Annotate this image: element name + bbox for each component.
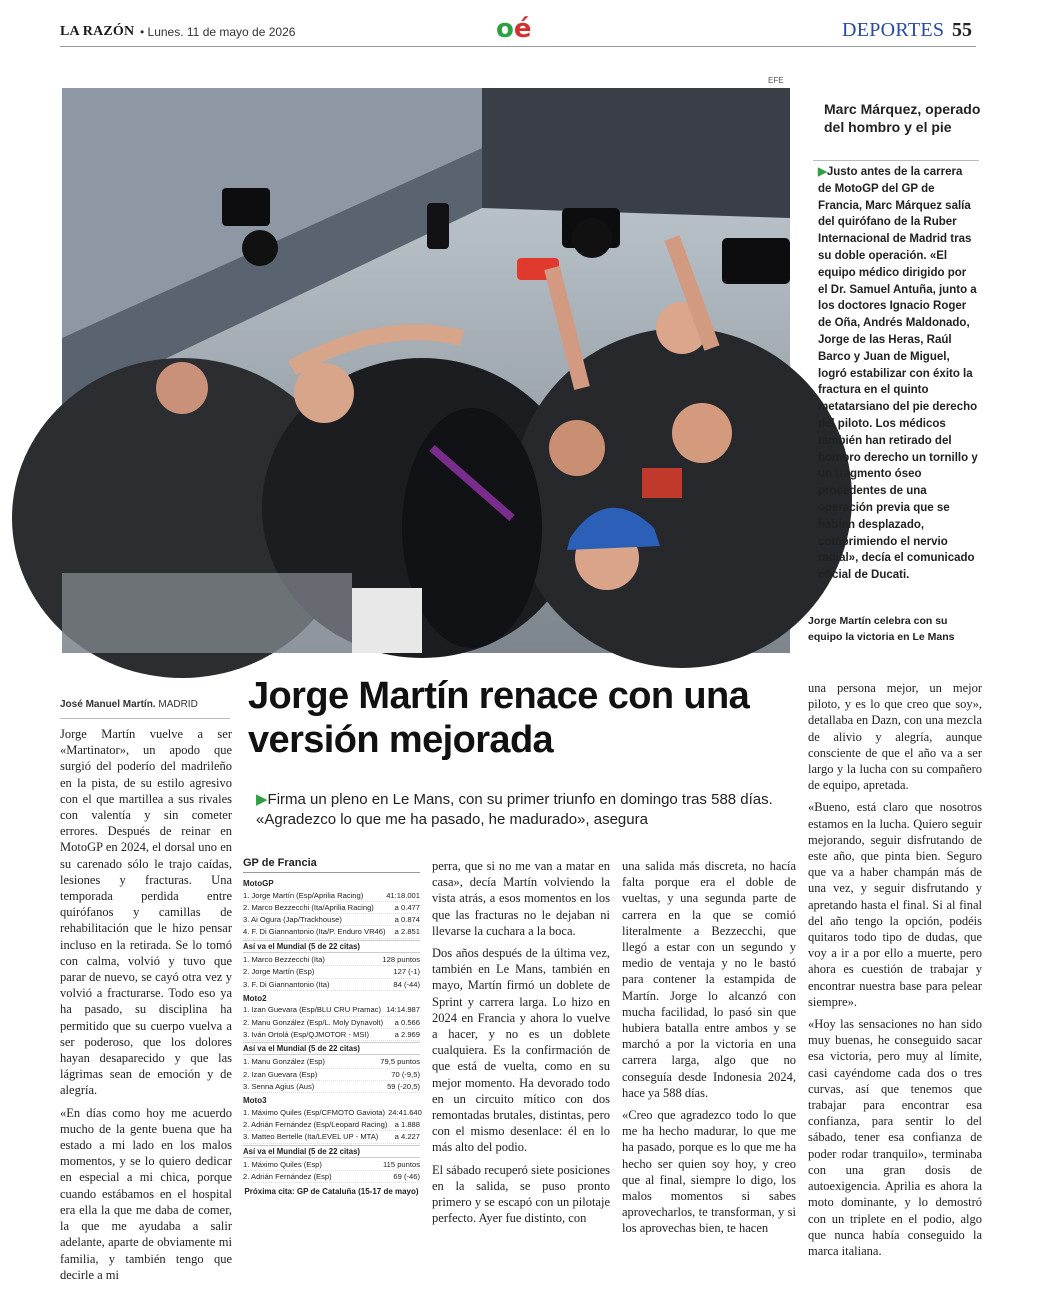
photo-caption: Jorge Martín celebra con su equipo la victoria en Le Mans [808,615,955,643]
headline: Jorge Martín renace con una versión mejorada [248,675,750,761]
sidebar-text: Justo antes de la carrera de MotoGP del GP de Francia, Marc Márquez salía del quirófano de la Ruber Internacional de Madrid tras su doble operación. «El equipo médico dirigido por el Dr. Samuel Antuña, junto a los doctores Ignacio Roger de Oña, Andrés Maldonado, Jorge de las Heras, Raúl Barco y Juan de Miguel, logró estabilizar con éxito la fractura en el quinto metatarsiano del pie derecho del piloto. Los médicos también han retirado del hombro derecho un tornillo y un fragmento óseo procedentes de una operación previa que se habían desplazado, comprimiendo el nervio radial», decía el comunicado oficial de Ducati. [818,166,978,582]
category-label: MotoGP [243,879,274,889]
issue-date: • Lunes. 11 de mayo de 2026 [140,25,296,39]
byline [60,699,198,710]
article-column-3 [432,858,610,1232]
table-row: 1. Manu González (Esp) 79,5 puntos [243,1056,420,1068]
table-row: 3. Ai Ogura (Jap/Trackhouse) a 0.874 [243,914,420,926]
paragraph: «Bueno, está claro que nosotros estamos en la lucha. Quiero seguir mejorando, seguir disfrutando de este año, que pinta bien. Seguro que va a haber champán más de una vez, y seguir disfrutando y apretando hasta el final. Si al final del año tengo la opción, podéis quitaros todo tipo de dudas, que voy a ir a por ello a muerte, pero ahora es cuestión de trabajar y encontrar nuestra base para pelear siempre». [808,800,982,1009]
subheadline-text: Firma un pleno en Le Mans, con su primer triunfo en domingo tras 588 días. «Agradezco lo que me ha pasado, he madurado», asegura [256,791,773,828]
paragraph: una salida más discreta, no hacía falta porque era el doble de vueltas, y una segunda parte de carrera en la que se comió literalmente a Bezzecchi, que llegó a estar con un segundo y medio de ventaja y no le bastó para contener la estampida de Martín. Jorge lo alcanzó con mucha facilidad, lo pasó sin que hubiera batalla entre ambos y se marchó a por la victoria en una carrera larga, algo que no conseguía desde Indonesia 2024, hace ya 588 días. [622,859,796,1100]
table-row: 4. F. Di Giannantonio (Ita/P. Enduro VR46) a 2.851 [243,926,420,938]
sidebar-title: Marc Márquez, operado del hombro y el pie [824,101,981,135]
table-row: 1. Máximo Quiles (Esp/CFMOTO Gaviota) 24:41.640 [243,1107,420,1119]
article-column-5 [808,680,982,1265]
table-row: 3. Iván Ortolá (Esp/QJMOTOR - MSI) a 2.969 [243,1029,420,1041]
standings-label: Así va el Mundial (5 de 22 citas) [243,940,420,953]
subheadline [256,790,796,830]
paragraph: perra, que si no me van a matar en casa», decía Martín volviendo la vista atrás, a esos momentos en los que las fracturas no le dejaban ni llevarse la cuchara a la boca. [432,859,610,938]
logo-accent: é [513,14,532,44]
table-row: 2. Jorge Martín (Esp) 127 (-1) [243,966,420,978]
section-logo [496,14,532,44]
next-race: Próxima cita: GP de Cataluña (15-17 de mayo) [244,1187,419,1197]
table-row: 1. Jorge Martín (Esp/Aprilia Racing) 41:18.001 [243,890,420,902]
table-row: 2. Marco Bezzecchi (Ita/Aprilia Racing) a 0.477 [243,902,420,914]
results-box [243,858,420,1198]
table-row: 3. F. Di Giannantonio (Ita) 84 (-44) [243,979,420,991]
table-row: 1. Marco Bezzecchi (Ita) 128 puntos [243,954,420,966]
paragraph: una persona mejor, un mejor piloto, y es lo que creo que soy», detallaba en Dazn, con una mezcla de alivio y alegría, aunque consciente de que el año va a ser largo y la lucha con su compañero de equipo, apretada. [808,681,982,793]
table-row: 1. Máximo Quiles (Esp) 115 puntos [243,1159,420,1171]
table-row: 2. Adrián Fernández (Esp) 69 (-46) [243,1171,420,1183]
photo-illustration [62,88,790,653]
category-label: Moto3 [243,1096,267,1106]
byline-divider [60,718,230,719]
author-name: José Manuel Martín. [60,699,156,710]
newspaper-brand: LA RAZÓN [60,24,135,39]
photo-credit: EFE [768,76,784,85]
paragraph: Dos años después de la última vez, también en Le Mans, también en mayo, Martín firmó un doblete de Sprint y carrera larga. Lo hizo en 2024 en Francia y ahora lo vuelve a hacer, y no es un doblete cualquiera. Es la confirmación de que está de vuelta, como en su mejor momento. Ha devorado todo en un circuito mítico con dos remontadas brutales, distintas, pero con el mismo desenlace: él en lo más alto del podio. [432,946,610,1155]
standings-label: Así va el Mundial (5 de 22 citas) [243,1042,420,1055]
article-column-4 [622,858,796,1243]
category-label: Moto2 [243,993,267,1003]
sidebar-divider [813,160,979,161]
table-row: 3. Matteo Bertelle (Ita/LEVEL UP - MTA) a 4.227 [243,1131,420,1143]
table-row: 2. Adrián Fernández (Esp/Leopard Racing) a 1.888 [243,1119,420,1131]
dateline-location: MADRID [158,699,198,710]
triangle-marker-icon: ▶ [818,166,827,178]
results-title: GP de Francia [243,858,420,873]
page-number: 55 [952,19,972,41]
main-photo [62,88,790,653]
table-row: 3. Senna Agius (Aus) 59 (-20,5) [243,1081,420,1093]
header-divider [60,46,976,47]
table-row: 1. Izan Guevara (Esp/BLU CRU Pramac) 14:14.987 [243,1004,420,1016]
logo-main: o [496,14,514,44]
paragraph: «Creo que agradezco todo lo que me ha hecho madurar, lo que me ha pasado, porque es lo que me ha hecho ser quien soy hoy, y creo que al final, siempre lo digo, los malos momentos si sabes aprovecharlos, te transforman, y si los aprovechas bien, te hacen [622,1108,796,1236]
table-row: 2. Izan Guevara (Esp) 70 (-9,5) [243,1069,420,1081]
triangle-marker-icon: ▶ [256,791,268,808]
paragraph: El sábado recuperó siete posiciones en la salida, se puso pronto primero y se escapó con un pilotaje perfecto. Ayer fue distinto, con [432,1162,610,1226]
section-name: DEPORTES [842,19,945,41]
standings-label: Así va el Mundial (5 de 22 citas) [243,1145,420,1158]
paragraph: «Hoy las sensaciones no han sido muy buenas, he conseguido sacar esa victoria, pero muy al límite, casi cayéndome cada dos o tres curvas, así que tenemos que trabajar para encontrar esa confianza, para sentir lo del sábado, tener esa confianza de poder rodar tranquilo», terminaba con una gran dosis de autoexigencia. Aprilia es ahora la moto dominante, y lo demostró con un triplete en el podio, algo que nunca había conseguido la marca italiana. [808,1017,982,1258]
sidebar-body [818,164,978,584]
article-column-1 [60,726,232,1289]
paragraph: Jorge Martín vuelve a ser «Martinator», un apodo que surgió del poderío del madrileño en la pista, de su estilo agresivo con el que martillea a sus rivales con valentía y sin cometer errores. Después de reinar en MotoGP en 2024, el dorsal uno en su carenado sólo le trajo caídas, lesiones y fracturas. Una temporada perdida entre quirófanos y camillas de rehabilitación que le hizo pensar incluso en la retirada. Se lo tomó con calma, volvió y tuvo que parar de nuevo, se cayó otra vez y volvió a fracturarse. Todo eso ya ha pasado, su disciplina ha permitido que su cuerpo vuelva a ser poderoso, que los dolores hayan desaparecido y que las lágrimas sean de emoción y de alegría. [60,727,232,1098]
table-row: 2. Manu González (Esp/L. Moly Dynavolt) a 0.566 [243,1017,420,1029]
paragraph: «En días como hoy me acuerdo mucho de la gente buena que ha estado a mi lado en los malos momentos, y se lo quiero dedicar en especial a mi chica, porque cuando estábamos en el hospital era ella la que me daba de comer, la que me ayudaba a salir adelante, aparte de obviamente mi familia, y también tengo que decirle a mi [60,1105,232,1282]
